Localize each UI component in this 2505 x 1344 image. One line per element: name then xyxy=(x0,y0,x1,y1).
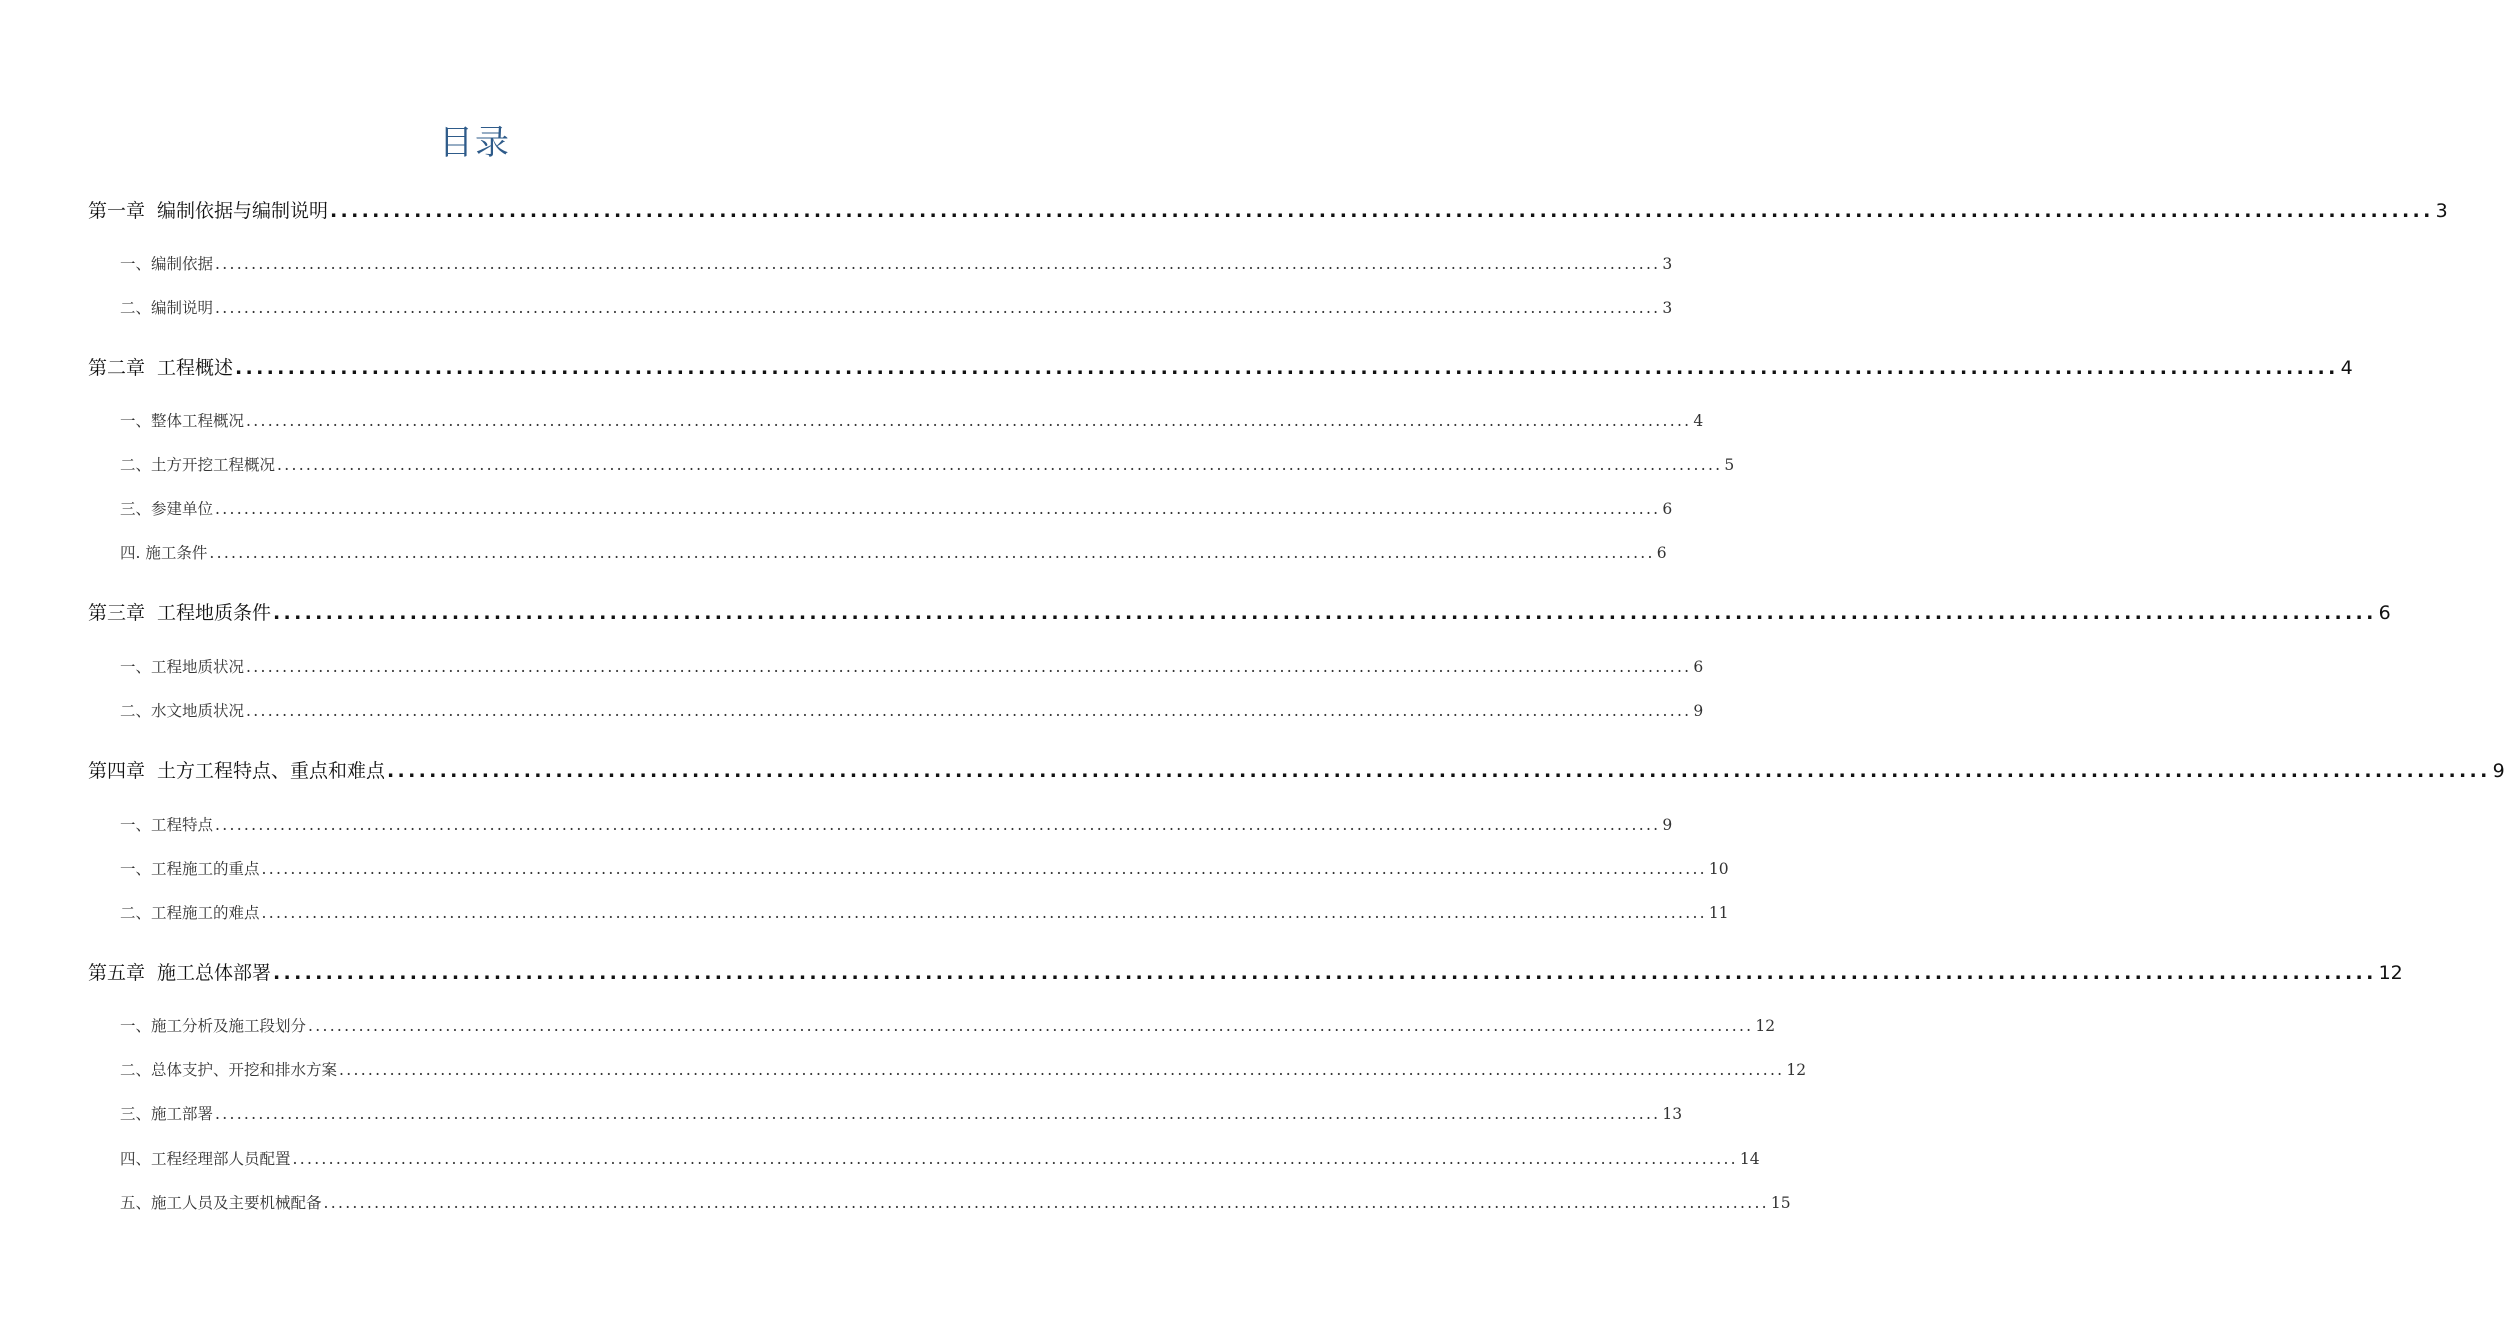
chapter-number: 第一章 xyxy=(88,200,146,222)
dot-leader: ........................................................................................................................................................................................................ xyxy=(246,412,1692,430)
chapter-number: 第三章 xyxy=(88,602,146,624)
dot-leader: ........................................................................................................................................................................................................ xyxy=(330,200,2434,222)
page-number: 15 xyxy=(1770,1194,1791,1212)
page-number: 9 xyxy=(1662,816,1673,834)
toc-entry-label: 五、施工人员及主要机械配备 xyxy=(120,1194,322,1212)
toc-section-entry[interactable] xyxy=(120,699,1704,721)
toc-title: 目录 xyxy=(439,123,511,163)
dot-leader: ........................................................................................................................................................................................................ xyxy=(235,357,2339,379)
dot-leader: ........................................................................................................................................................................................................ xyxy=(323,1194,1769,1212)
toc-entry-label: 三、参建单位 xyxy=(120,500,214,518)
toc-entry-label: 一、整体工程概况 xyxy=(120,412,245,430)
dot-leader: ........................................................................................................................................................................................................ xyxy=(246,702,1692,720)
toc-section-entry[interactable] xyxy=(120,541,1667,563)
toc-chapter-entry[interactable] xyxy=(88,196,2448,223)
page-number: 12 xyxy=(1786,1061,1807,1079)
toc-entry-label: 四. 施工条件 xyxy=(120,544,208,562)
toc-entry-label: 一、工程特点 xyxy=(120,816,214,834)
dot-leader: ........................................................................................................................................................................................................ xyxy=(261,860,1707,878)
page-number: 6 xyxy=(1656,544,1667,562)
chapter-title: 工程地质条件 xyxy=(157,602,272,624)
dot-leader: ........................................................................................................................................................................................................ xyxy=(308,1017,1754,1035)
page-number: 11 xyxy=(1708,904,1729,922)
dot-leader: ........................................................................................................................................................................................................ xyxy=(387,760,2491,782)
page-number: 4 xyxy=(2340,357,2353,379)
chapter-title: 土方工程特点、重点和难点 xyxy=(157,760,386,782)
toc-section-entry[interactable] xyxy=(120,1102,1683,1124)
toc-entry-label: 三、施工部署 xyxy=(120,1105,214,1123)
toc-entry-label xyxy=(88,196,328,223)
toc-entry-label xyxy=(88,756,385,783)
page-number: 5 xyxy=(1724,456,1735,474)
dot-leader: ........................................................................................................................................................................................................ xyxy=(215,299,1661,317)
page-number: 12 xyxy=(2378,962,2403,984)
dot-leader: ........................................................................................................................................................................................................ xyxy=(215,500,1661,518)
toc-section-entry[interactable] xyxy=(120,813,1673,835)
toc-entry-label: 二、工程施工的难点 xyxy=(120,904,260,922)
chapter-title: 施工总体部署 xyxy=(157,962,272,984)
toc-section-entry[interactable] xyxy=(120,453,1735,475)
toc-entry-label xyxy=(88,598,271,625)
dot-leader: ........................................................................................................................................................................................................ xyxy=(246,658,1692,676)
toc-section-entry[interactable] xyxy=(120,409,1704,431)
page-number: 13 xyxy=(1662,1105,1683,1123)
toc-entry-label xyxy=(88,353,233,380)
toc-section-entry[interactable] xyxy=(120,1191,1791,1213)
dot-leader: ........................................................................................................................................................................................................ xyxy=(209,544,1655,562)
page-number: 10 xyxy=(1708,860,1729,878)
toc-chapter-entry[interactable] xyxy=(88,756,2505,783)
toc-section-entry[interactable] xyxy=(120,857,1729,879)
toc-chapter-entry[interactable] xyxy=(88,958,2403,985)
toc-entry-label: 一、编制依据 xyxy=(120,255,214,273)
dot-leader: ........................................................................................................................................................................................................ xyxy=(215,1105,1661,1123)
dot-leader: ........................................................................................................................................................................................................ xyxy=(292,1150,1738,1168)
page-number: 6 xyxy=(1662,500,1673,518)
page-number: 12 xyxy=(1755,1017,1776,1035)
page-number: 9 xyxy=(1693,702,1704,720)
page-number: 4 xyxy=(1693,412,1704,430)
toc-entry-label: 四、工程经理部人员配置 xyxy=(120,1150,291,1168)
page-number: 14 xyxy=(1739,1150,1760,1168)
toc-entry-label: 二、总体支护、开挖和排水方案 xyxy=(120,1061,338,1079)
toc-section-entry[interactable] xyxy=(120,252,1673,274)
toc-entry-label: 一、施工分析及施工段划分 xyxy=(120,1017,307,1035)
toc-section-entry[interactable] xyxy=(120,497,1673,519)
page-number: 3 xyxy=(2435,200,2448,222)
page-number: 6 xyxy=(2378,602,2391,624)
toc-chapter-entry[interactable] xyxy=(88,598,2391,625)
dot-leader: ........................................................................................................................................................................................................ xyxy=(273,962,2377,984)
chapter-title: 工程概述 xyxy=(157,357,234,379)
dot-leader: ........................................................................................................................................................................................................ xyxy=(215,255,1661,273)
chapter-number: 第五章 xyxy=(88,962,146,984)
dot-leader: ........................................................................................................................................................................................................ xyxy=(339,1061,1785,1079)
toc-section-entry[interactable] xyxy=(120,655,1704,677)
chapter-number: 第二章 xyxy=(88,357,146,379)
toc-entry-label: 二、土方开挖工程概况 xyxy=(120,456,276,474)
toc-section-entry[interactable] xyxy=(120,296,1673,318)
toc-section-entry[interactable] xyxy=(120,901,1729,923)
chapter-number: 第四章 xyxy=(88,760,146,782)
dot-leader: ........................................................................................................................................................................................................ xyxy=(215,816,1661,834)
dot-leader: ........................................................................................................................................................................................................ xyxy=(273,602,2377,624)
page-number: 3 xyxy=(1662,299,1673,317)
toc-entry-label: 二、水文地质状况 xyxy=(120,702,245,720)
toc-entry-label xyxy=(88,958,271,985)
toc-section-entry[interactable] xyxy=(120,1058,1807,1080)
toc-chapter-entry[interactable] xyxy=(88,353,2353,380)
dot-leader: ........................................................................................................................................................................................................ xyxy=(277,456,1723,474)
toc-entry-label: 一、工程施工的重点 xyxy=(120,860,260,878)
toc-section-entry[interactable] xyxy=(120,1014,1776,1036)
toc-entry-label: 二、编制说明 xyxy=(120,299,214,317)
dot-leader: ........................................................................................................................................................................................................ xyxy=(261,904,1707,922)
page-number: 9 xyxy=(2492,760,2505,782)
page-number: 3 xyxy=(1662,255,1673,273)
toc-entry-label: 一、工程地质状况 xyxy=(120,658,245,676)
toc-section-entry[interactable] xyxy=(120,1147,1760,1169)
chapter-title: 编制依据与编制说明 xyxy=(157,200,329,222)
page-number: 6 xyxy=(1693,658,1704,676)
